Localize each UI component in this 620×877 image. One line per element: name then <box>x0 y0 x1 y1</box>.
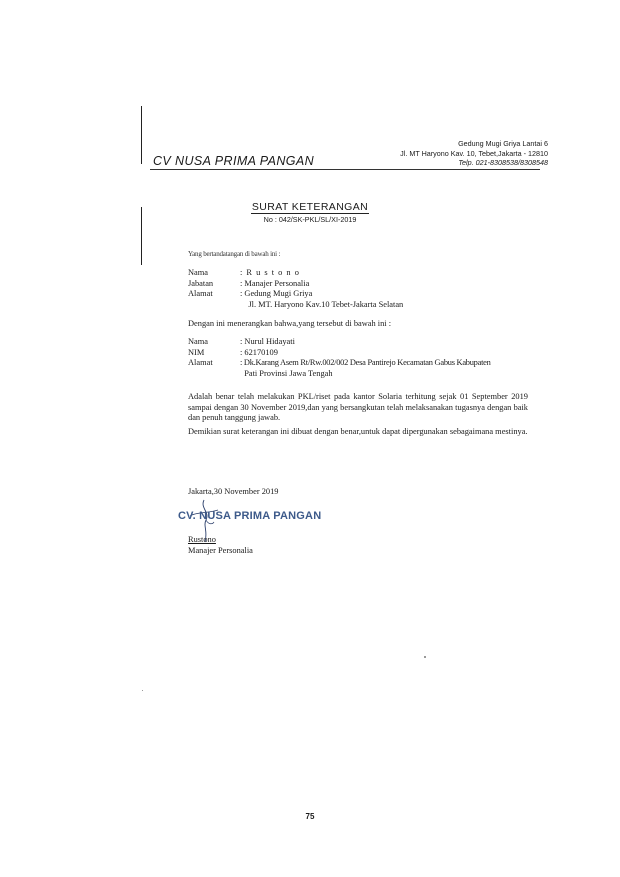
field-row <box>188 289 403 300</box>
page-number: 75 <box>305 812 315 821</box>
field-row <box>188 300 403 311</box>
field-row <box>188 337 491 348</box>
letterhead-phone: Telp. 021-8308538/8308548 <box>458 158 548 167</box>
field-value: : Gedung Mugi Griya <box>240 289 313 298</box>
field-value: Pati Provinsi Jawa Tengah <box>240 368 333 378</box>
signer-position: Manajer Personalia <box>188 546 253 555</box>
field-label: Nama <box>188 337 208 346</box>
scan-speck <box>424 656 426 658</box>
field-row <box>188 358 491 369</box>
signer-name: Rustono <box>188 535 216 544</box>
field-value: Jl. MT. Haryono Kav.10 Tebet-Jakarta Selatan <box>240 299 404 309</box>
field-value: : 62170109 <box>240 347 278 357</box>
field-label: Alamat <box>188 358 213 367</box>
field-label: Alamat <box>188 289 213 298</box>
company-name: CV NUSA PRIMA PANGAN <box>153 154 315 168</box>
scan-speck <box>142 690 143 691</box>
field-label: Nama <box>188 268 208 277</box>
statement-line: Dengan ini menerangkan bahwa,yang tersebut di bawah ini : <box>188 319 392 328</box>
subject-fields <box>188 337 491 379</box>
paragraph-main: Adalah benar telah melakukan PKL/riset pada kantor Solaria terhitung sejak 01 September 2019 sampai dengan 30 November 2019,dan yang bersangkutan telah melaksanakan tugasnya dengan baik dan penuh tanggung jawab. <box>188 392 528 422</box>
field-value: : R u s t o n o <box>240 268 300 277</box>
field-label: Jabatan <box>188 278 214 288</box>
field-row <box>188 348 491 359</box>
document-number: No : 042/SK-PKL/SL/XI-2019 <box>263 215 357 224</box>
letterhead-address-line1: Gedung Mugi Griya Lantai 6 <box>458 139 548 148</box>
field-value: : Manajer Personalia <box>240 278 310 288</box>
letterhead-address-line2: Jl. MT Haryono Kav. 10, Tebet,Jakarta - 12810 <box>400 149 548 158</box>
field-label <box>188 300 240 311</box>
document-title-text: SURAT KETERANGAN <box>251 201 369 213</box>
margin-mark-top <box>141 106 142 164</box>
place-date: Jakarta,30 November 2019 <box>188 487 279 496</box>
field-value: : Dk.Karang Asem Rt/Rw.002/002 Desa Pantirejo Kecamatan Gabus Kabupaten <box>240 358 491 367</box>
signatory-fields <box>188 268 403 310</box>
letterhead-divider <box>150 169 540 170</box>
company-stamp: CV. NUSA PRIMA PANGAN <box>178 510 322 522</box>
field-label: NIM <box>188 347 205 357</box>
field-row <box>188 369 491 380</box>
field-label <box>188 369 240 380</box>
field-row <box>188 279 403 290</box>
document-title <box>0 201 620 213</box>
field-value: : Nurul Hidayati <box>240 337 295 346</box>
field-row <box>188 268 403 279</box>
paragraph-closing: Demikian surat keterangan ini dibuat dengan benar,untuk dapat dipergunakan sebagaimana mestinya. <box>188 427 528 436</box>
opening-line: Yang bertandatangan di bawah ini : <box>188 250 281 258</box>
